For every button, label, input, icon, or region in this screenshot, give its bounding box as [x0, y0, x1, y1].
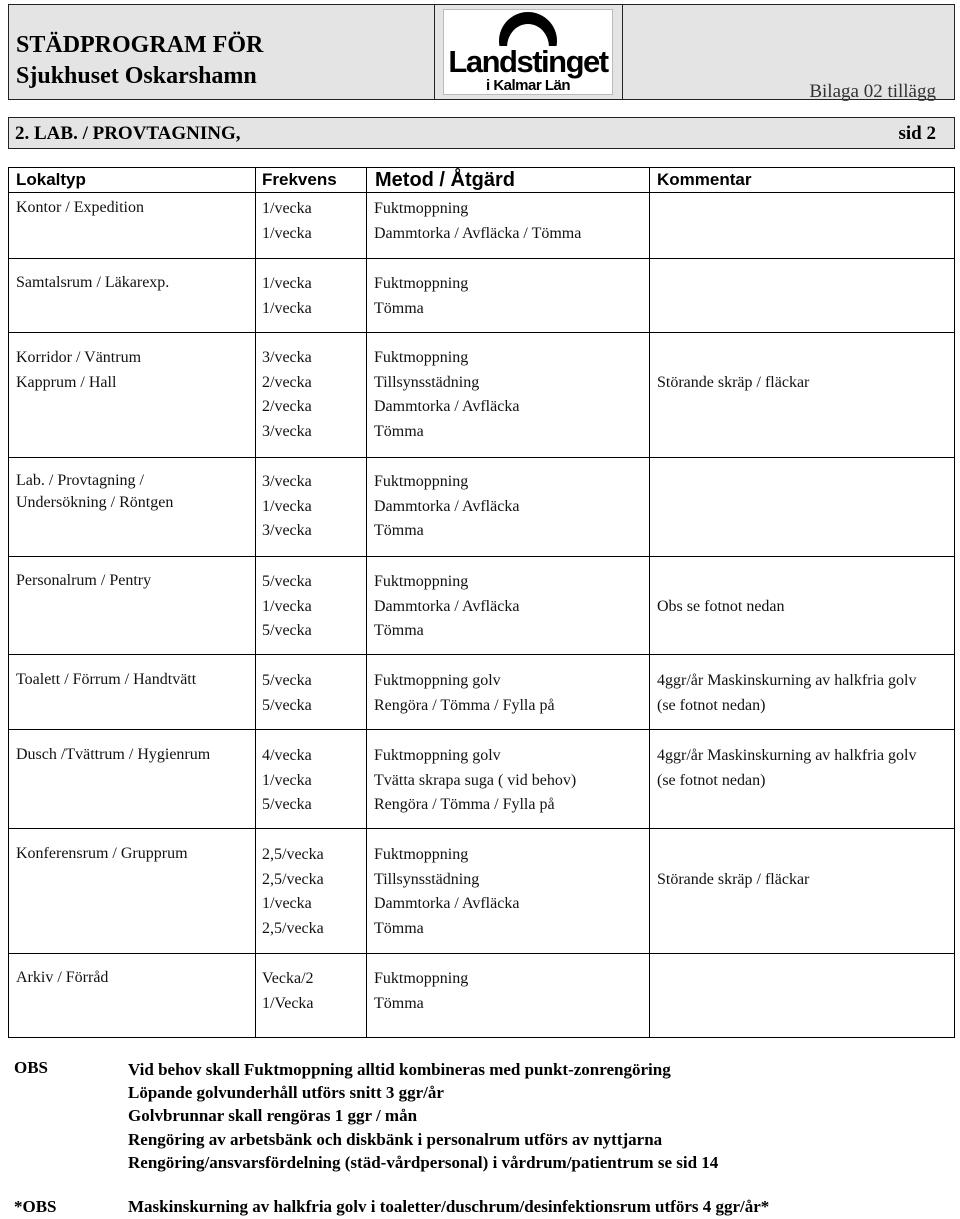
method-cell — [374, 197, 581, 246]
frequency-cell-line: 3/vecka — [262, 423, 312, 441]
method-cell-line: Tömma — [374, 299, 424, 317]
logo-wordmark: Landstinget — [448, 44, 608, 79]
method-cell — [374, 669, 555, 718]
logo-subtext: i Kalmar Län — [485, 77, 571, 94]
star-obs-label: *OBS — [14, 1197, 57, 1216]
comment-cell-line: Störande skräp / fläckar — [657, 373, 810, 391]
frequency-cell — [262, 197, 312, 246]
room-type-cell-line: Dusch /Tvättrum / Hygienrum — [16, 746, 211, 763]
comment-cell-line: (se fotnot nedan) — [657, 696, 766, 714]
method-cell-line: Rengöra / Tömma / Fylla på — [374, 696, 555, 714]
comment-cell — [657, 669, 917, 718]
obs-list — [128, 1058, 718, 1174]
header-divider-left — [434, 5, 435, 99]
header-frekvens: Frekvens — [262, 170, 337, 189]
method-cell-line: Tömma — [374, 920, 424, 938]
method-cell-line: Fuktmoppning — [374, 275, 469, 292]
method-cell-line: Tillsynsstädning — [374, 373, 480, 391]
frequency-cell — [262, 669, 312, 718]
frequency-cell-line: 1/vecka — [262, 275, 312, 292]
column-divider — [255, 168, 256, 1037]
comment-cell — [657, 868, 809, 893]
frequency-cell-line: 5/vecka — [262, 696, 312, 714]
section-title: 2. LAB. / PROVTAGNING, — [15, 123, 241, 144]
room-type-cell — [16, 570, 151, 592]
row-divider — [9, 457, 954, 458]
method-cell-line: Fuktmoppning — [374, 970, 469, 987]
row-divider — [9, 258, 954, 259]
comment-cell — [657, 371, 809, 396]
frequency-cell-line: 2,5/vecka — [262, 920, 324, 938]
frequency-cell-line: 3/vecka — [262, 473, 312, 490]
title-line-1: STÄDPROGRAM FÖR — [16, 32, 264, 58]
frequency-cell-line: 1/Vecka — [262, 994, 314, 1012]
frequency-cell — [262, 744, 312, 818]
frequency-cell-line: 1/vecka — [262, 224, 312, 242]
room-type-cell-line: Toalett / Förrum / Handtvätt — [16, 671, 197, 688]
row-divider — [9, 729, 954, 730]
star-obs-text: Maskinskurning av halkfria golv i toaletter/duschrum/desinfektionsrum utförs 4 ggr/år* — [128, 1197, 770, 1216]
room-type-cell-line: Lab. / Provtagning / — [16, 472, 144, 489]
frequency-cell — [262, 843, 324, 942]
room-type-cell — [16, 197, 144, 219]
method-cell-line: Fuktmoppning — [374, 200, 469, 217]
comment-cell-line: Obs se fotnot nedan — [657, 597, 785, 615]
document-header — [8, 4, 955, 100]
frequency-cell — [262, 272, 312, 321]
room-type-cell — [16, 272, 169, 294]
frequency-cell-line: 5/vecka — [262, 622, 312, 640]
obs-note: Rengöring av arbetsbänk och diskbänk i personalrum utförs av nyttjarna — [128, 1129, 663, 1149]
frequency-cell — [262, 346, 312, 445]
row-divider — [9, 828, 954, 829]
method-cell — [374, 570, 519, 644]
method-cell — [374, 470, 519, 544]
header-underline — [9, 192, 954, 193]
cleaning-schedule-table — [8, 167, 955, 1038]
method-cell-line: Tömma — [374, 994, 424, 1012]
frequency-cell-line: 4/vecka — [262, 747, 312, 764]
footnotes — [8, 1058, 955, 1218]
method-cell-line: Fuktmoppning golv — [374, 747, 501, 764]
method-cell-line: Tillsynsstädning — [374, 870, 480, 888]
obs-note: Löpande golvunderhåll utförs snitt 3 ggr/år — [128, 1083, 444, 1103]
method-cell — [374, 744, 576, 818]
method-cell-line: Tvätta skrapa suga ( vid behov) — [374, 771, 577, 789]
method-cell — [374, 967, 468, 1016]
room-type-cell-line: Konferensrum / Grupprum — [16, 845, 188, 862]
method-cell-line: Dammtorka / Avfläcka — [374, 597, 520, 615]
frequency-cell-line: 1/vecka — [262, 200, 312, 217]
method-cell-line: Dammtorka / Avfläcka / Tömma — [374, 224, 582, 242]
room-type-cell — [16, 744, 210, 766]
frequency-cell — [262, 470, 312, 544]
frequency-cell-line: 5/vecka — [262, 573, 312, 590]
comment-cell-line: Störande skräp / fläckar — [657, 870, 810, 888]
frequency-cell-line: 2,5/vecka — [262, 870, 324, 888]
frequency-cell-line: 1/vecka — [262, 597, 312, 615]
obs-note: Golvbrunnar skall rengöras 1 ggr / mån — [128, 1106, 418, 1126]
landstinget-logo — [443, 9, 613, 95]
method-cell-line: Rengöra / Tömma / Fylla på — [374, 796, 555, 814]
method-cell-line: Fuktmoppning — [374, 573, 469, 590]
room-type-cell — [16, 843, 188, 865]
header-kommentar: Kommentar — [657, 170, 752, 189]
room-type-cell-line: Kontor / Expedition — [16, 199, 144, 216]
frequency-cell-line: 1/vecka — [262, 497, 312, 515]
page-number: sid 2 — [898, 123, 936, 144]
row-divider — [9, 654, 954, 655]
room-type-cell-line: Kapprum / Hall — [16, 373, 117, 391]
comment-cell-line: 4ggr/år Maskinskurning av halkfria golv — [657, 747, 917, 764]
comment-cell — [657, 744, 917, 793]
frequency-cell-line: 5/vecka — [262, 796, 312, 814]
room-type-cell-line: Arkiv / Förråd — [16, 969, 109, 986]
row-divider — [9, 953, 954, 954]
frequency-cell-line: 2/vecka — [262, 373, 312, 391]
appendix-label: Bilaga 02 tillägg — [809, 81, 936, 102]
method-cell-line: Dammtorka / Avfläcka — [374, 398, 520, 416]
comment-cell — [657, 595, 785, 620]
frequency-cell-line: 1/vecka — [262, 771, 312, 789]
method-cell-line: Dammtorka / Avfläcka — [374, 497, 520, 515]
frequency-cell-line: 1/vecka — [262, 895, 312, 913]
method-cell-line: Tömma — [374, 423, 424, 441]
method-cell-line: Fuktmoppning — [374, 349, 469, 366]
frequency-cell-line: 2,5/vecka — [262, 846, 324, 863]
obs-note: Vid behov skall Fuktmoppning alltid kombineras med punkt-zonrengöring — [128, 1060, 671, 1079]
method-cell-line: Dammtorka / Avfläcka — [374, 895, 520, 913]
obs-label: OBS — [14, 1058, 49, 1077]
method-cell — [374, 843, 519, 942]
method-cell-line: Fuktmoppning — [374, 473, 469, 490]
method-cell — [374, 272, 468, 321]
room-type-cell-line: Undersökning / Röntgen — [16, 494, 174, 511]
frequency-cell-line: 5/vecka — [262, 672, 312, 689]
method-cell-line: Fuktmoppning — [374, 846, 469, 863]
frequency-cell-line: 2/vecka — [262, 398, 312, 416]
header-metod: Metod / Åtgärd — [375, 169, 515, 191]
frequency-cell-line: 3/vecka — [262, 349, 312, 366]
obs-note: Rengöring/ansvarsfördelning (städ-vårdpersonal) i vårdrum/patientrum se sid 14 — [128, 1152, 719, 1172]
frequency-cell — [262, 570, 312, 644]
document-title — [16, 30, 436, 92]
room-type-cell-line: Korridor / Väntrum — [16, 349, 142, 366]
room-type-cell — [16, 346, 141, 395]
method-cell-line: Tömma — [374, 622, 424, 640]
header-lokaltyp: Lokaltyp — [16, 170, 86, 189]
frequency-cell-line: 3/vecka — [262, 522, 312, 540]
row-divider — [9, 556, 954, 557]
title-line-2: Sjukhuset Oskarshamn — [16, 63, 257, 89]
method-cell-line: Tömma — [374, 522, 424, 540]
frequency-cell-line: 1/vecka — [262, 299, 312, 317]
comment-cell-line: 4ggr/år Maskinskurning av halkfria golv — [657, 672, 917, 689]
room-type-cell-line: Samtalsrum / Läkarexp. — [16, 274, 170, 291]
comment-cell-line: (se fotnot nedan) — [657, 771, 766, 789]
header-divider-right — [622, 5, 623, 99]
room-type-cell — [16, 470, 173, 514]
room-type-cell — [16, 669, 196, 691]
column-divider — [649, 168, 650, 1037]
row-divider — [9, 332, 954, 333]
room-type-cell-line: Personalrum / Pentry — [16, 572, 152, 589]
method-cell — [374, 346, 519, 445]
frequency-cell — [262, 967, 314, 1016]
column-divider — [366, 168, 367, 1037]
method-cell-line: Fuktmoppning golv — [374, 672, 501, 689]
section-bar — [8, 117, 955, 149]
frequency-cell-line: Vecka/2 — [262, 970, 314, 987]
room-type-cell — [16, 967, 108, 989]
